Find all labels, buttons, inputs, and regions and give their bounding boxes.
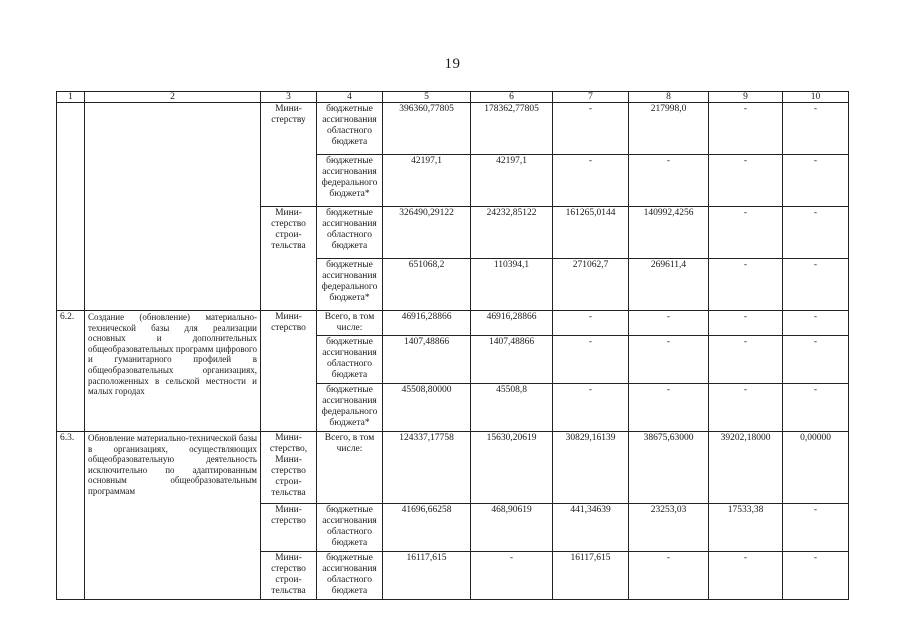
value-cell: 269611,4 [629, 259, 709, 311]
value-cell: 441,34639 [553, 504, 629, 552]
value-cell: 45508,80000 [383, 384, 471, 432]
value-cell: - [783, 155, 849, 207]
funding-source-cell: Всего, в том числе: [317, 432, 383, 504]
value-cell: - [553, 103, 629, 155]
column-header: 7 [553, 92, 629, 103]
value-cell: - [629, 311, 709, 336]
value-cell: 15630,20619 [471, 432, 553, 504]
value-cell: 16117,615 [553, 552, 629, 600]
value-cell: 17533,38 [709, 504, 783, 552]
value-cell: 217998,0 [629, 103, 709, 155]
value-cell: 140992,4256 [629, 207, 709, 259]
value-cell: - [709, 103, 783, 155]
value-cell: 326490,29122 [383, 207, 471, 259]
value-cell: - [783, 504, 849, 552]
column-header: 8 [629, 92, 709, 103]
value-cell: - [709, 259, 783, 311]
value-cell: 396360,77805 [383, 103, 471, 155]
value-cell: - [783, 384, 849, 432]
value-cell: - [783, 207, 849, 259]
value-cell: 16117,615 [383, 552, 471, 600]
value-cell: - [783, 311, 849, 336]
value-cell: 0,00000 [783, 432, 849, 504]
executor-cell: Мини-стерство строи-тельства [261, 207, 317, 311]
column-header: 2 [85, 92, 261, 103]
funding-source-cell: бюджетные ассигнования областного бюджета [317, 552, 383, 600]
item-number: 6.2. [57, 311, 85, 432]
value-cell: 39202,18000 [709, 432, 783, 504]
column-header: 6 [471, 92, 553, 103]
column-header: 10 [783, 92, 849, 103]
value-cell: - [553, 336, 629, 384]
value-cell: - [629, 155, 709, 207]
value-cell: - [783, 259, 849, 311]
page-number: 19 [444, 56, 461, 72]
column-header: 9 [709, 92, 783, 103]
value-cell: 1407,48866 [383, 336, 471, 384]
column-header: 4 [317, 92, 383, 103]
value-cell: 110394,1 [471, 259, 553, 311]
value-cell: - [709, 155, 783, 207]
value-cell: 1407,48866 [471, 336, 553, 384]
table-row [57, 432, 849, 504]
header-row [57, 92, 849, 103]
value-cell: 271062,7 [553, 259, 629, 311]
value-cell: 42197,1 [383, 155, 471, 207]
value-cell: 468,90619 [471, 504, 553, 552]
executor-cell: Мини-стерство строи-тельства [261, 552, 317, 600]
funding-source-cell: бюджетные ассигнования областного бюджета [317, 207, 383, 259]
value-cell: - [783, 103, 849, 155]
value-cell: - [709, 336, 783, 384]
executor-cell: Мини-стерству [261, 103, 317, 207]
funding-source-cell: Всего, в том числе: [317, 311, 383, 336]
item-name [85, 103, 261, 311]
executor-cell: Мини-стерство [261, 504, 317, 552]
item-number [57, 103, 85, 311]
column-header: 5 [383, 92, 471, 103]
value-cell: - [783, 336, 849, 384]
table-row [57, 311, 849, 336]
value-cell: - [629, 384, 709, 432]
value-cell: 23253,03 [629, 504, 709, 552]
executor-cell: Мини-стерство, Мини-стерство строи-тельства [261, 432, 317, 504]
value-cell: 46916,28866 [383, 311, 471, 336]
value-cell: - [783, 552, 849, 600]
value-cell: - [709, 311, 783, 336]
value-cell: 124337,17758 [383, 432, 471, 504]
table-row [57, 103, 849, 155]
value-cell: - [553, 384, 629, 432]
funding-source-cell: бюджетные ассигнования федерального бюджета* [317, 155, 383, 207]
value-cell: - [471, 552, 553, 600]
value-cell: 41696,66258 [383, 504, 471, 552]
value-cell: - [553, 155, 629, 207]
value-cell: 651068,2 [383, 259, 471, 311]
item-name: Создание (обновление) материально-технической базы для реализации основных и дополнительных общеобразовательных программ цифрового и гуманитарного профилей в общеобразовательных организациях, расположенных в сельской местности и малых городах [85, 311, 261, 432]
funding-source-cell: бюджетные ассигнования областного бюджета [317, 504, 383, 552]
value-cell: 30829,16139 [553, 432, 629, 504]
column-header: 1 [57, 92, 85, 103]
budget-table [56, 91, 849, 600]
value-cell: - [553, 311, 629, 336]
value-cell: 42197,1 [471, 155, 553, 207]
item-number: 6.3. [57, 432, 85, 600]
value-cell: 178362,77805 [471, 103, 553, 155]
funding-source-cell: бюджетные ассигнования федерального бюджета* [317, 384, 383, 432]
value-cell: 46916,28866 [471, 311, 553, 336]
value-cell: 45508,8 [471, 384, 553, 432]
funding-source-cell: бюджетные ассигнования областного бюджета [317, 336, 383, 384]
value-cell: - [709, 207, 783, 259]
executor-cell: Мини-стерство [261, 311, 317, 432]
value-cell: - [709, 552, 783, 600]
funding-source-cell: бюджетные ассигнования областного бюджета [317, 103, 383, 155]
value-cell: 24232,85122 [471, 207, 553, 259]
column-header: 3 [261, 92, 317, 103]
value-cell: - [709, 384, 783, 432]
value-cell: - [629, 552, 709, 600]
item-name: Обновление материально-технической базы в организациях, осуществляющих общеобразовательную деятельность исключительно по адаптированным основным общеобразовательным программам [85, 432, 261, 600]
value-cell: 38675,63000 [629, 432, 709, 504]
funding-source-cell: бюджетные ассигнования федерального бюджета* [317, 259, 383, 311]
value-cell: 161265,0144 [553, 207, 629, 259]
value-cell: - [629, 336, 709, 384]
